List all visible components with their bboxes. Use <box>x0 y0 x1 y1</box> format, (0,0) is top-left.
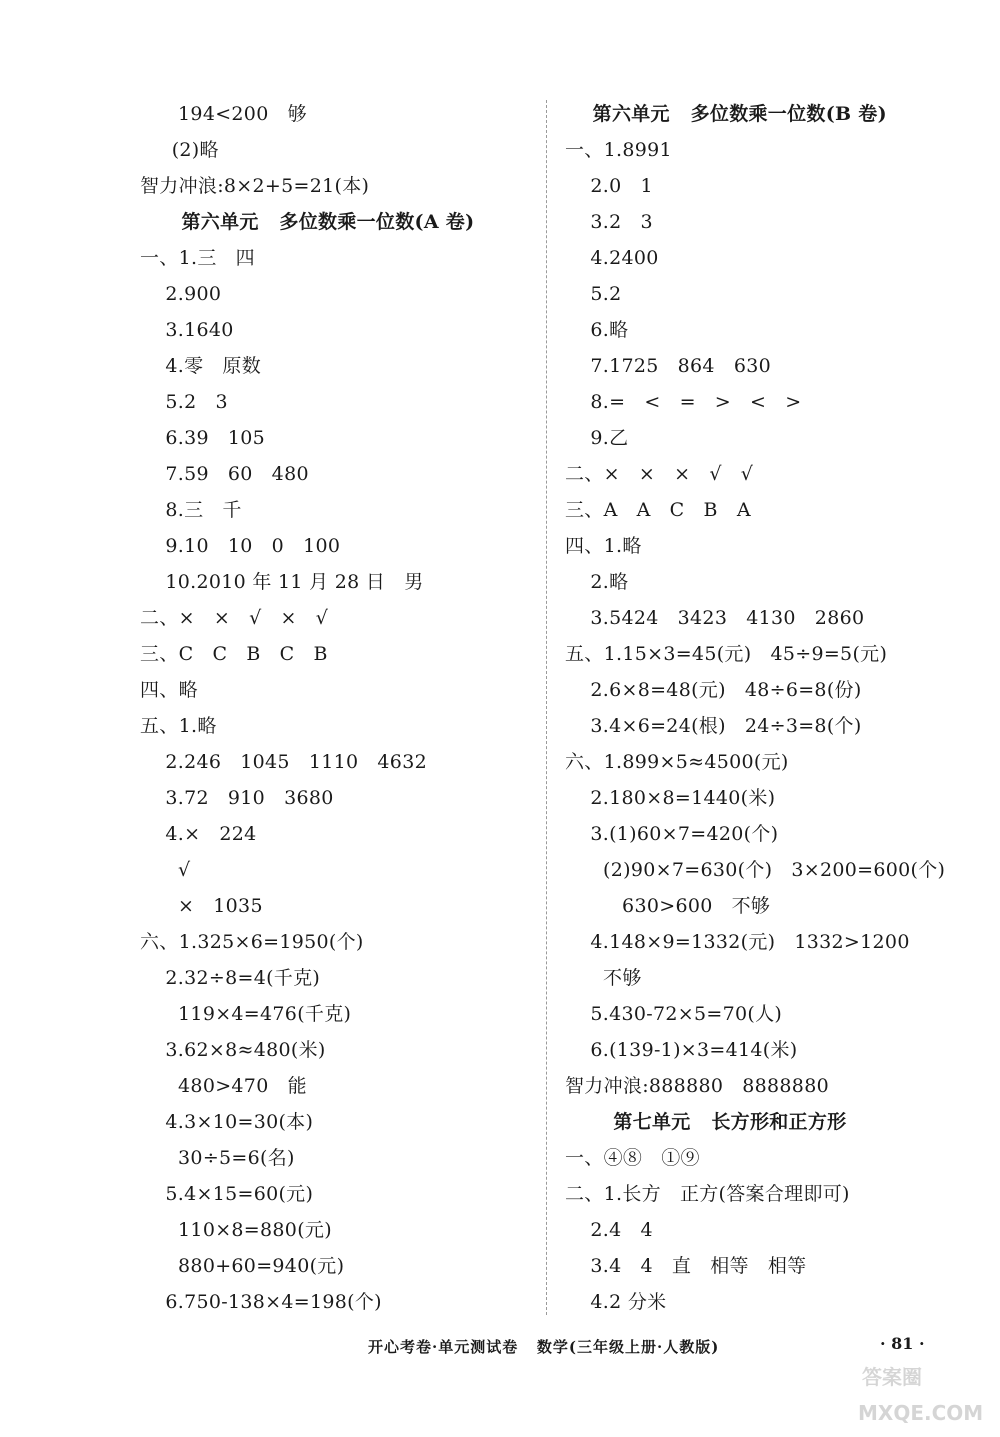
answer-line: 7.1725 864 630 <box>565 355 772 377</box>
answer-line: 119×4=476(千克) <box>140 1003 352 1025</box>
section-heading: 第六单元 多位数乘一位数(B 卷) <box>565 103 887 125</box>
answer-line: 2.246 1045 1110 4632 <box>140 751 427 773</box>
answer-line: 3.62×8≈480(米) <box>140 1039 326 1061</box>
answer-line: 5.2 <box>565 283 622 305</box>
answer-line: 9.乙 <box>565 427 629 449</box>
answer-line: 6.略 <box>565 319 629 341</box>
answer-line: × 1035 <box>140 895 263 917</box>
answer-line: 3.72 910 3680 <box>140 787 334 809</box>
answer-line: 二、× × × √ √ <box>565 463 754 485</box>
answer-line: √ <box>140 859 191 881</box>
answer-line: 6.(139-1)×3=414(米) <box>565 1039 798 1061</box>
answer-line: 2.6×8=48(元) 48÷6=8(份) <box>565 679 862 701</box>
page-number: · 81 · <box>880 1334 925 1353</box>
answer-line: 5.2 3 <box>140 391 228 413</box>
answer-line: 9.10 10 0 100 <box>140 535 341 557</box>
answer-line: 二、× × √ × √ <box>140 607 329 629</box>
answer-line: 四、1.略 <box>565 535 642 557</box>
answer-line: 四、略 <box>140 679 198 701</box>
answer-line: 不够 <box>565 967 642 989</box>
answer-line: 110×8=880(元) <box>140 1219 332 1241</box>
answer-line: 630>600 不够 <box>565 895 771 917</box>
answer-line: 10.2010 年 11 月 28 日 男 <box>140 571 424 593</box>
answer-line: 3.2 3 <box>565 211 653 233</box>
answer-line: 7.59 60 480 <box>140 463 309 485</box>
answer-line: 3.4×6=24(根) 24÷3=8(个) <box>565 715 862 737</box>
watermark-logo <box>852 1352 992 1432</box>
answer-line: 4.× 224 <box>140 823 257 845</box>
answer-line: 2.0 1 <box>565 175 653 197</box>
section-heading: 第六单元 多位数乘一位数(A 卷) <box>140 211 475 233</box>
answer-line: 4.2400 <box>565 247 659 269</box>
answer-line: 三、C C B C B <box>140 643 328 665</box>
answer-line: 一、1.三 四 <box>140 247 255 269</box>
answer-line: (2)90×7=630(个) 3×200=600(个) <box>565 859 946 881</box>
answer-line: 6.750-138×4=198(个) <box>140 1291 382 1313</box>
answer-line: 智力冲浪:888880 8888880 <box>565 1075 829 1097</box>
answer-line: 一、④⑧ ①⑨ <box>565 1147 700 1169</box>
answer-line: 智力冲浪:8×2+5=21(本) <box>140 175 370 197</box>
answer-line: 4.2 分米 <box>565 1291 667 1313</box>
footer-title: 开心考卷·单元测试卷 数学(三年级上册·人教版) <box>368 1338 720 1356</box>
answer-line: 一、1.8991 <box>565 139 672 161</box>
answer-line: 3.1640 <box>140 319 234 341</box>
answer-line: 2.略 <box>565 571 629 593</box>
answer-line: 5.430-72×5=70(人) <box>565 1003 783 1025</box>
answer-line: 30÷5=6(名) <box>140 1147 295 1169</box>
answer-line: 480>470 能 <box>140 1075 307 1097</box>
answer-line: 4.3×10=30(本) <box>140 1111 314 1133</box>
answer-line: 4.148×9=1332(元) 1332>1200 <box>565 931 910 953</box>
answer-line: 二、1.长方 正方(答案合理即可) <box>565 1183 850 1205</box>
answer-line: 3.4 4 直 相等 相等 <box>565 1255 807 1277</box>
section-heading: 第七单元 长方形和正方形 <box>565 1111 847 1133</box>
answer-line: 3.(1)60×7=420(个) <box>565 823 779 845</box>
answer-line: 六、1.899×5≈4500(元) <box>565 751 789 773</box>
answer-line: 3.5424 3423 4130 2860 <box>565 607 865 629</box>
answer-line: 4.零 原数 <box>140 355 262 377</box>
answer-line: 三、A A C B A <box>565 499 751 521</box>
answer-line: 2.4 4 <box>565 1219 653 1241</box>
watermark-url-text: MXQE.COM <box>858 1401 984 1425</box>
answer-line: 8.= < = > < > <box>565 391 802 413</box>
column-divider <box>546 100 547 1315</box>
answer-line: 2.900 <box>140 283 222 305</box>
left-column <box>140 96 530 1320</box>
watermark-logo-text: 答案圈 <box>862 1365 922 1389</box>
answer-line: 五、1.15×3=45(元) 45÷9=5(元) <box>565 643 888 665</box>
answer-line: 五、1.略 <box>140 715 217 737</box>
answer-line: 六、1.325×6=1950(个) <box>140 931 364 953</box>
right-column <box>565 96 965 1320</box>
answer-line: 194<200 够 <box>140 103 307 125</box>
answer-line: 2.180×8=1440(米) <box>565 787 776 809</box>
answer-line: 2.32÷8=4(千克) <box>140 967 321 989</box>
answer-line: 880+60=940(元) <box>140 1255 345 1277</box>
answer-line: 6.39 105 <box>140 427 266 449</box>
answer-line: 8.三 千 <box>140 499 242 521</box>
answer-line: (2)略 <box>140 139 219 161</box>
answer-line: 5.4×15=60(元) <box>140 1183 314 1205</box>
